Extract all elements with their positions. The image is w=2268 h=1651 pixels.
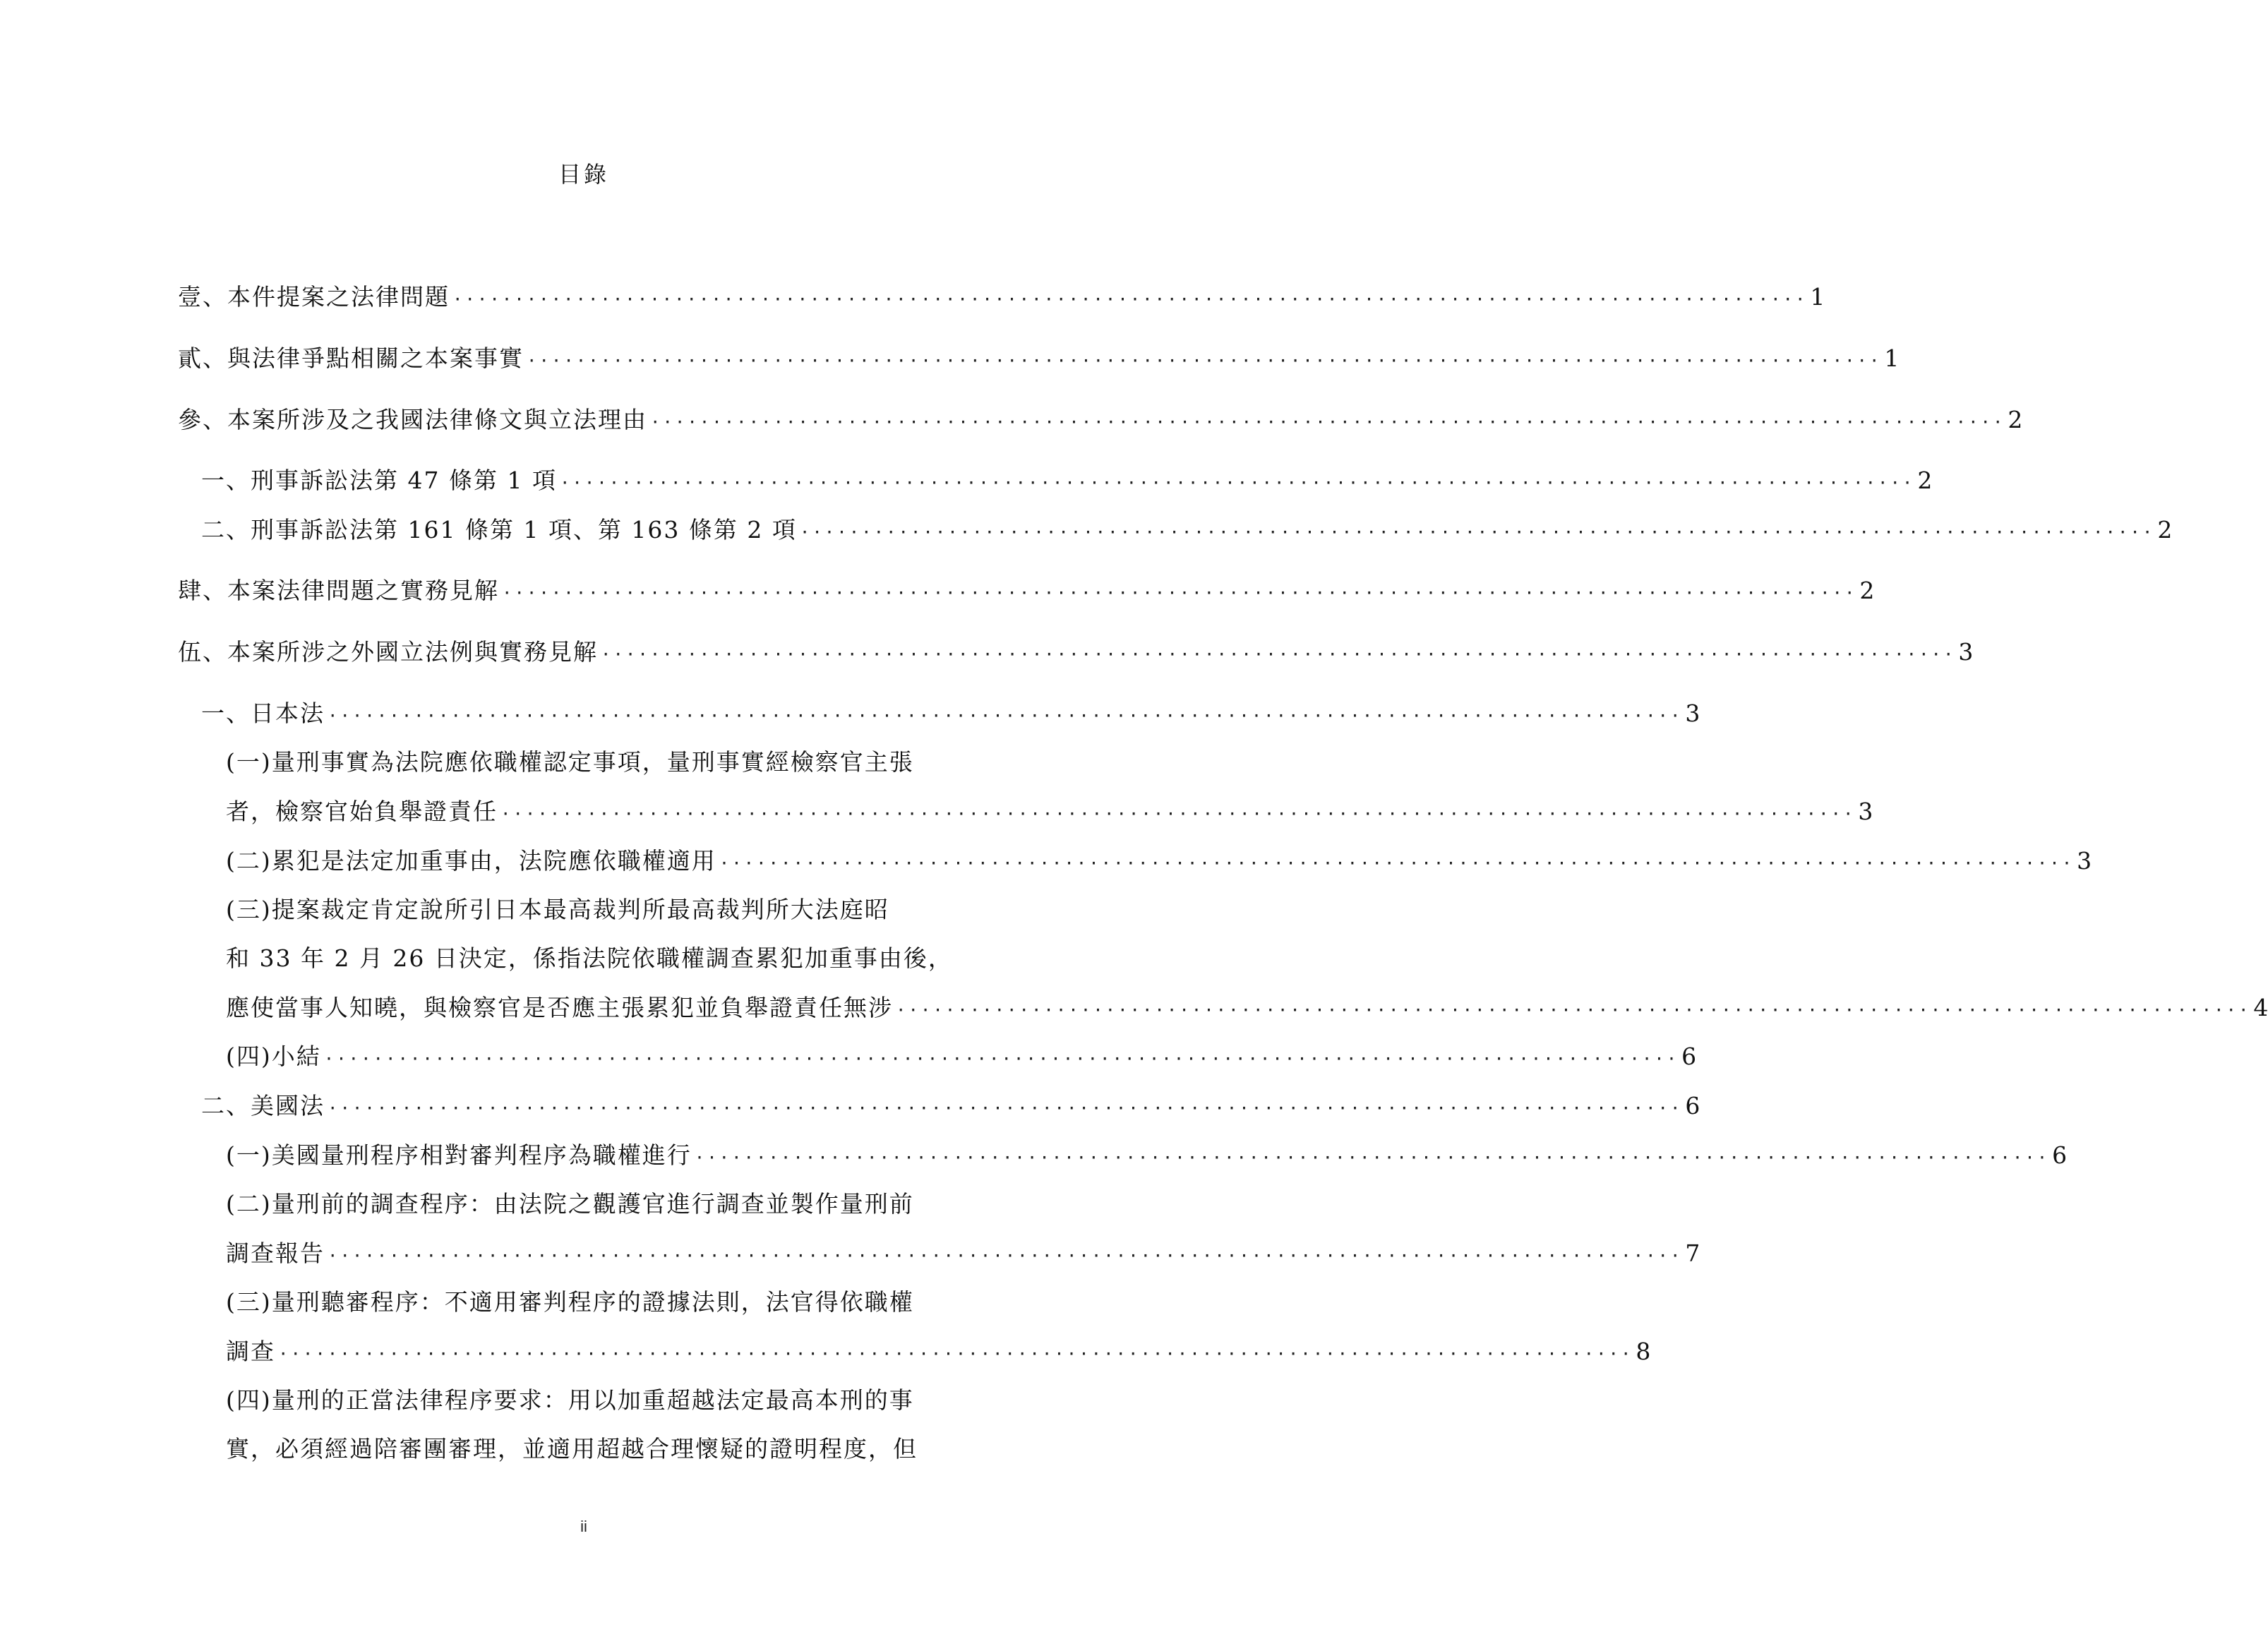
toc-entry-label: (二)累犯是法定加重事由，法院應依職權適用	[226, 847, 716, 875]
toc-entry[interactable]	[178, 280, 1825, 315]
toc-entry[interactable]	[178, 635, 1974, 670]
dot-leader	[650, 404, 2005, 440]
toc-subsubentry[interactable]	[226, 843, 2092, 879]
toc-subsubentry[interactable]	[226, 1138, 2068, 1173]
toc-entry-label: 貳、與法律爭點相關之本案事實	[178, 344, 524, 372]
dot-leader	[500, 796, 1855, 831]
toc-entry-text-line: (一)量刑事實為法院應依職權認定事項，量刑事實經檢察官主張	[226, 748, 914, 776]
dot-leader	[324, 1041, 1679, 1076]
toc-subsubentry[interactable]	[226, 794, 1873, 829]
toc-entry-page: 2	[1917, 467, 1933, 494]
toc-entry-text-line: (三)量刑聽審程序：不適用審判程序的證據法則，法官得依職權	[226, 1288, 914, 1316]
toc-entry-label: 調查報告	[226, 1239, 325, 1267]
dot-leader	[896, 992, 2250, 1028]
dot-leader	[601, 637, 1955, 672]
toc-subsubentry[interactable]	[226, 990, 2268, 1026]
dot-leader	[328, 698, 1682, 733]
toc-subsubentry[interactable]	[226, 1039, 1697, 1074]
toc-entry-label: 一、刑事訴訟法第 47 條第 1 項	[201, 467, 557, 494]
dot-leader	[527, 343, 1881, 378]
toc-entry-page: 8	[1636, 1338, 1651, 1365]
toc-entry-page: 2	[2008, 406, 2023, 433]
toc-entry-label: 二、美國法	[201, 1092, 325, 1119]
toc-entry-page: 2	[1859, 577, 1875, 604]
toc-entry-label: 壹、本件提案之法律問題	[178, 283, 450, 311]
toc-entry-label: (一)美國量刑程序相對審判程序為職權進行	[226, 1141, 692, 1169]
toc-entry-page: 2	[2157, 516, 2173, 544]
toc-entry-text-line: 實，必須經過陪審團審理，並適用超越合理懷疑的證明程度，但	[226, 1435, 918, 1463]
toc-entry-text-line: (四)量刑的正當法律程序要求：用以加重超越法定最高本刑的事	[226, 1386, 914, 1414]
dot-leader	[719, 846, 2074, 881]
toc-entry-page: 3	[1958, 638, 1974, 666]
dot-leader	[328, 1238, 1682, 1273]
toc-entry-text-line: (二)量刑前的調查程序：由法院之觀護官進行調查並製作量刑前	[226, 1190, 914, 1218]
toc-entry[interactable]	[178, 341, 1900, 376]
dot-leader	[800, 515, 2154, 550]
dot-leader	[560, 465, 1914, 500]
toc-entry-label: 肆、本案法律問題之實務見解	[178, 577, 499, 604]
dot-leader	[695, 1140, 2049, 1175]
dot-leader	[452, 282, 1807, 317]
toc-subentry[interactable]	[201, 463, 1933, 498]
toc-entry[interactable]	[178, 573, 1875, 608]
toc-entry-label: 參、本案所涉及之我國法律條文與立法理由	[178, 406, 647, 433]
toc-entry-label: 一、日本法	[201, 700, 325, 727]
toc-entry-page: 4	[2253, 994, 2268, 1021]
dot-leader	[502, 575, 1856, 611]
toc-entry-page: 6	[1685, 1092, 1700, 1119]
toc-entry-page: 1	[1810, 283, 1825, 311]
toc-entry-page: 3	[1858, 798, 1873, 825]
toc-entry-page: 7	[1685, 1239, 1700, 1267]
toc-entry-page: 6	[1681, 1043, 1697, 1070]
toc-entry-page: 1	[1884, 344, 1900, 372]
toc-entry-page: 3	[1685, 700, 1700, 727]
toc-subsubentry[interactable]	[226, 1334, 1651, 1369]
toc-entry-label: 二、刑事訴訟法第 161 條第 1 項、第 163 條第 2 項	[201, 516, 797, 544]
toc-entry-page: 3	[2077, 847, 2092, 875]
toc-subentry[interactable]	[201, 1088, 1700, 1124]
toc-entry-label: 調查	[226, 1338, 275, 1365]
dot-leader	[328, 1091, 1682, 1126]
toc-entry-page: 6	[2052, 1141, 2068, 1169]
toc-entry-text-line: (三)提案裁定肯定說所引日本最高裁判所最高裁判所大法庭昭	[226, 896, 889, 923]
page-number-footer: ii	[580, 1518, 587, 1535]
toc-entry-label: 伍、本案所涉之外國立法例與實務見解	[178, 638, 598, 666]
toc-subsubentry[interactable]	[226, 1236, 1700, 1271]
toc-subentry[interactable]	[201, 512, 2173, 548]
page-title: 目錄	[558, 161, 609, 188]
toc-entry-label: 者，檢察官始負舉證責任	[226, 798, 498, 825]
dot-leader	[278, 1336, 1633, 1371]
toc-entry[interactable]	[178, 402, 2023, 438]
toc-entry-label: 應使當事人知曉，與檢察官是否應主張累犯並負舉證責任無涉	[226, 994, 893, 1021]
toc-subentry[interactable]	[201, 696, 1700, 731]
toc-entry-label: (四)小結	[226, 1043, 321, 1070]
toc-entry-text-line: 和 33 年 2 月 26 日決定，係指法院依職權調查累犯加重事由後，	[226, 944, 953, 972]
